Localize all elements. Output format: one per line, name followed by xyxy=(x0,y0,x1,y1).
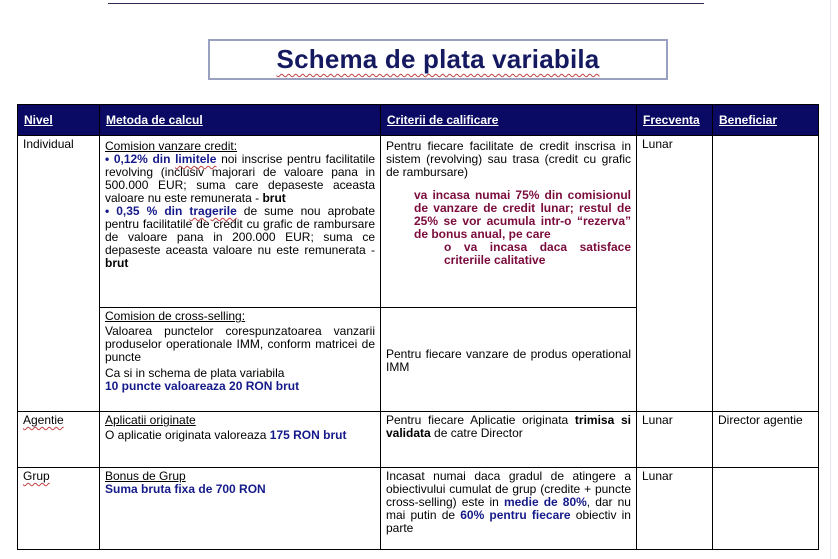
cell-nivel-grup: Grup xyxy=(18,468,100,550)
header-frecventa: Frecventa xyxy=(637,105,713,136)
bonus-value: Suma bruta fixa de 700 RON xyxy=(105,482,266,496)
table-row xyxy=(18,468,819,550)
reserve-note-2: o va incasa daca satisface criteriile calitative xyxy=(444,240,631,267)
header-criterii: Criterii de calificare xyxy=(381,105,637,136)
header-beneficiar: Beneficiar xyxy=(713,105,819,136)
title-box xyxy=(208,39,668,80)
cell-metoda-cross-selling: Comision de cross-selling: Valoarea punctelor corespunzatoarea vanzarii produselor operationale IMM, conform matricei de puncte Ca si in schema de plata variabila 10 puncte valoareaza 20 RON brut xyxy=(100,308,381,412)
cell-beneficiar-grup xyxy=(713,468,819,550)
cell-criterii-cross-selling: Pentru fiecare vanzare de produs operational IMM xyxy=(381,308,637,412)
cell-nivel-agentie: Agentie xyxy=(18,412,100,468)
credit-bullet-1: • 0,12% din limitele noi inscrise pentru facilitatile revolving (inclusiv majorari de valoare pana in 500.000 EUR; suma care depaseste aceasta valoare nu este remunerata - brut xyxy=(105,152,376,205)
cell-frecventa-grup: Lunar xyxy=(637,468,713,550)
cell-nivel-individual xyxy=(18,136,100,412)
page-title: Schema de plata variabila xyxy=(276,44,600,74)
cell-criterii-credit: Pentru fiecare facilitate de credit inscrisa in sistem (revolving) sau trasa (credit cu grafic de rambursare) va incasa numai 75% din comisionul de vanzare de credit lunar; restul de 25% se vor acumula intr-o “rezerva” de bonus anual, pe care o va incasa daca satisface criteriile calitative xyxy=(381,136,637,308)
cell-metoda-credit xyxy=(100,136,381,308)
table-row xyxy=(18,136,819,308)
header-metoda: Metoda de calcul xyxy=(100,105,381,136)
cell-frecventa-individual: Lunar xyxy=(637,136,713,412)
cell-metoda-agentie: Aplicatii originate O aplicatie originata valoreaza 175 RON brut xyxy=(100,412,381,468)
cell-beneficiar-agentie: Director agentie xyxy=(713,412,819,468)
header-row xyxy=(18,105,819,136)
cell-beneficiar-individual xyxy=(713,136,819,412)
header-nivel: Nivel xyxy=(18,105,100,136)
cell-frecventa-agentie: Lunar xyxy=(637,412,713,468)
page-edge xyxy=(830,0,831,559)
cell-metoda-grup: Bonus de Grup Suma bruta fixa de 700 RON xyxy=(100,468,381,550)
credit-heading: Comision vanzare credit: xyxy=(105,139,238,153)
reserve-note: va incasa numai 75% din comisionul de vanzare de credit lunar; restul de 25% se vor acumula intr-o “rezerva” de bonus anual, pe care xyxy=(414,188,631,241)
table-row xyxy=(18,412,819,468)
cross-heading: Comision de cross-selling: xyxy=(105,309,246,323)
payment-scheme-table xyxy=(17,104,819,550)
points-value: 10 puncte valoareaza 20 RON brut xyxy=(105,379,300,393)
credit-bullet-2: • 0,35 % din tragerile de sume nou aprobate pentru facilitatile de credit cu grafic de rambursare de valoare pana in 200.000 EUR; suma ce depaseste aceasta valoare nu este remunerata - brut xyxy=(105,204,375,270)
nivel-label: Individual xyxy=(23,137,74,151)
top-rule xyxy=(108,3,704,4)
cell-criterii-grup: Incasat numai daca gradul de atingere a obiectivului cumulat de grup (credite + puncte cross-selling) este in medie de 80%, dar nu mai putin de 60% pentru fiecare obiectiv in parte xyxy=(381,468,637,550)
cell-criterii-agentie: Pentru fiecare Aplicatie originata trimisa si validata de catre Director xyxy=(381,412,637,468)
